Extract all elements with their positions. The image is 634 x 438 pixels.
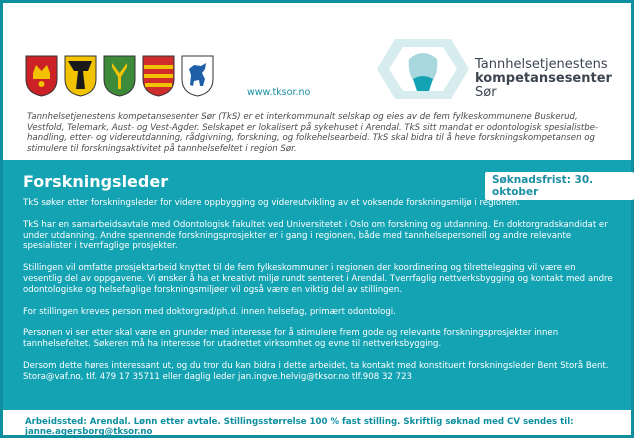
deadline-badge: Søknadsfrist: 30. oktober: [485, 172, 634, 200]
paragraph: Dersom dette høres interessant ut, og du tror du kan bidra i dette arbeidet, ta kontakt med konstituert forskningsleder Bent Storå Bent. Stora@vaf.no, tlf. 479 17 35711 eller daglig leder jan.ingve.helvig@tksor.no tlf.908 32 723: [23, 360, 609, 382]
buskerud-shield-icon: [25, 55, 58, 97]
paragraph: TkS har en samarbeidsavtale med Odontologisk fakultet ved Universitetet i Oslo om forskning og utdanning. En doktorgradskandidat er under utdanning. Andre spennende forskningsprosjekter er i gang i regionen, både med tannhelsepersonell og andre relevante spesialister i tverrfaglige prosjekter.: [23, 219, 608, 252]
ad-body: [23, 198, 613, 394]
logo-line-1: Tannhelsetjenestens: [475, 57, 608, 72]
website-link[interactable]: www.tksor.no: [247, 87, 311, 98]
logo-line-2: kompetansesenter: [475, 71, 612, 86]
paragraph: Stillingen vil omfatte prosjektarbeid knyttet til de fem fylkeskommuner i regionen der koordinering og tilrettelegging vil være en vesentlig del av oppgavene. Vi ønsker å ha et kreativt miljø rundt senteret i Arendal. Tverrfaglig nettverksbygging og kontakt med andre odontologiske og helsefaglige forskningsmiljøer vil også være en viktig del av stillingen.: [23, 263, 613, 295]
paragraph: TkS søker etter forskningsleder for videre oppbygging og videreutvikling av et voksende forskningsmiljø i regionen.: [23, 198, 521, 208]
telemark-shield-icon: [103, 55, 136, 97]
aust-agder-shield-icon: [142, 55, 175, 97]
logo-line-3: Sør: [475, 85, 497, 100]
intro-text: Tannhelsetjenestens kompetansesenter Sør (TkS) er et interkommunalt selskap og eies av de fem fylkeskommunene Buskerud, Vestfold, Telemark, Aust- og Vest-Agder. Selskapet er lokalisert på sykehuset i Arendal. TkS sitt mandat er odontologisk spesialistbehandling, etter- og videreutdanning, rådgivning, forskning, og folkehelsearbeid. TkS skal bidra til å heve forskningskompetansen og stimulere til forskningsaktivitet på tannhelsefeltet i region Sør.: [27, 112, 599, 155]
job-title: Forskningsleder: [23, 172, 169, 191]
vestfold-shield-icon: [64, 55, 97, 97]
paragraph: For stillingen kreves person med doktorgrad/ph.d. innen helsefag, primært odontologi.: [23, 306, 396, 317]
footer-info: Arbeidssted: Arendal. Lønn etter avtale. Stillingsstørrelse 100 % fast stilling. Skriftlig søknad med CV sendes til: janne.agersborg@tksor.no: [25, 417, 574, 437]
vest-agder-shield-icon: [181, 55, 214, 97]
paragraph: Personen vi ser etter skal være en grunder med interesse for å stimulere frem gode og relevante forskningsprosjekter innen tannhelsefeltet. Søkeren må ha interesse for utadrettet virksomhet og evne til nettverksbygging.: [23, 328, 559, 350]
tooth-logo-icon: [373, 33, 473, 105]
logo-wordmark: [475, 58, 612, 100]
